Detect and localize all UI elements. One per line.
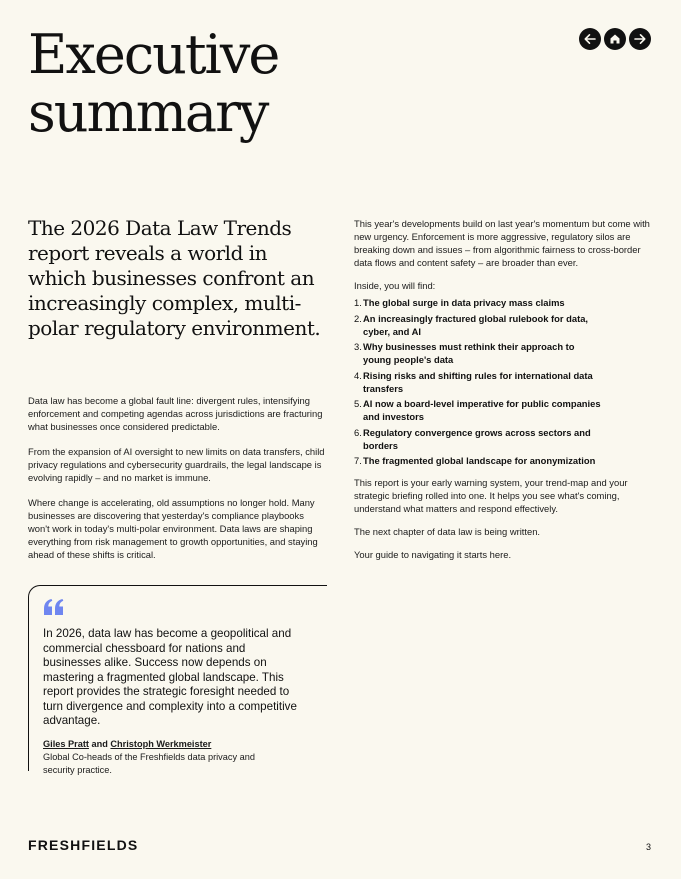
closing-paragraph: Your guide to navigating it starts here. <box>354 549 512 560</box>
body-paragraph: Where change is accelerating, old assumptions no longer hold. Many businesses are discovering that yesterday's compliance playbooks won't work in today's multi-polar environment. Data laws are shaping everything from risk management to growth opportunities, and staying ahead of these shifts is critical. <box>28 497 318 560</box>
list-item: 6. Regulatory convergence grows across sectors and borders <box>354 426 591 451</box>
author-conjunction: and <box>88 738 111 749</box>
home-icon <box>607 31 623 47</box>
page-number: 3 <box>646 842 652 852</box>
arrow-left-icon <box>582 31 598 47</box>
lead-statement: The 2026 Data Law Trends report reveals a world in which businesses confront an increasingly complex, multi-polar regulatory environment. <box>28 216 321 340</box>
closing-paragraph: This report is your early warning system, your trend-map and your strategic briefing rolled into one. It helps you see what's coming, understand what matters and respond effectively. <box>354 477 628 514</box>
page-title-line1: Executive <box>28 23 279 86</box>
page-navigation <box>579 28 651 50</box>
arrow-right-icon <box>632 31 648 47</box>
pull-quote <box>28 585 327 775</box>
back-button[interactable] <box>579 28 601 50</box>
quote-text: In 2026, data law has become a geopolitical and commercial chessboard for nations and businesses alike. Success now depends on mastering a fragmented global landscape. This report provides the strategic foresight needed to turn divergence and complexity into a competitive advantage. <box>43 627 297 727</box>
left-body-text <box>28 394 328 573</box>
list-intro: Inside, you will find: <box>354 280 436 291</box>
body-paragraph: From the expansion of AI oversight to new limits on data transfers, child privacy regulations and cybersecurity guardrails, the legal landscape is evolving rapidly – and no market is immune. <box>28 446 325 483</box>
author-link-giles-pratt[interactable]: Giles Pratt <box>43 738 89 749</box>
page-title <box>28 23 279 144</box>
body-paragraph: Data law has become a global fault line: divergent rules, intensifying enforcement and competing agendas across jurisdictions are fracturing what businesses once considered predictable. <box>28 395 323 432</box>
page-title-line2: summary <box>28 81 268 144</box>
list-item: 1. The global surge in data privacy mass claims <box>354 297 565 308</box>
forward-button[interactable] <box>629 28 651 50</box>
home-button[interactable] <box>604 28 626 50</box>
closing-paragraph: The next chapter of data law is being written. <box>354 526 541 537</box>
list-item: 2. An increasingly fractured global rulebook for data, cyber, and AI <box>354 312 589 337</box>
list-item: 7. The fragmented global landscape for anonymization <box>354 455 596 466</box>
intro-paragraph: This year's developments build on last year's momentum but come with new urgency. Enforcement is more aggressive, regulatory silos are breaking down and issues – from algorithmic fairness to cross-border data flows and content safety – are broader than ever. <box>354 218 650 268</box>
list-item: 5. AI now a board-level imperative for public companies and investors <box>354 398 601 422</box>
findings-list <box>354 296 654 467</box>
author-link-christoph-werkmeister[interactable]: Christoph Werkmeister <box>110 738 212 749</box>
right-column <box>354 217 654 571</box>
author-role: Global Co-heads of the Freshfields data privacy and security practice. <box>43 751 255 775</box>
list-item: 4. Rising risks and shifting rules for international data transfers <box>354 369 593 394</box>
list-item: 3. Why businesses must rethink their approach to young people's data <box>354 341 575 365</box>
quote-attribution <box>43 738 283 777</box>
quote-icon <box>43 598 65 616</box>
freshfields-logo: FRESHFIELDS <box>28 837 139 853</box>
